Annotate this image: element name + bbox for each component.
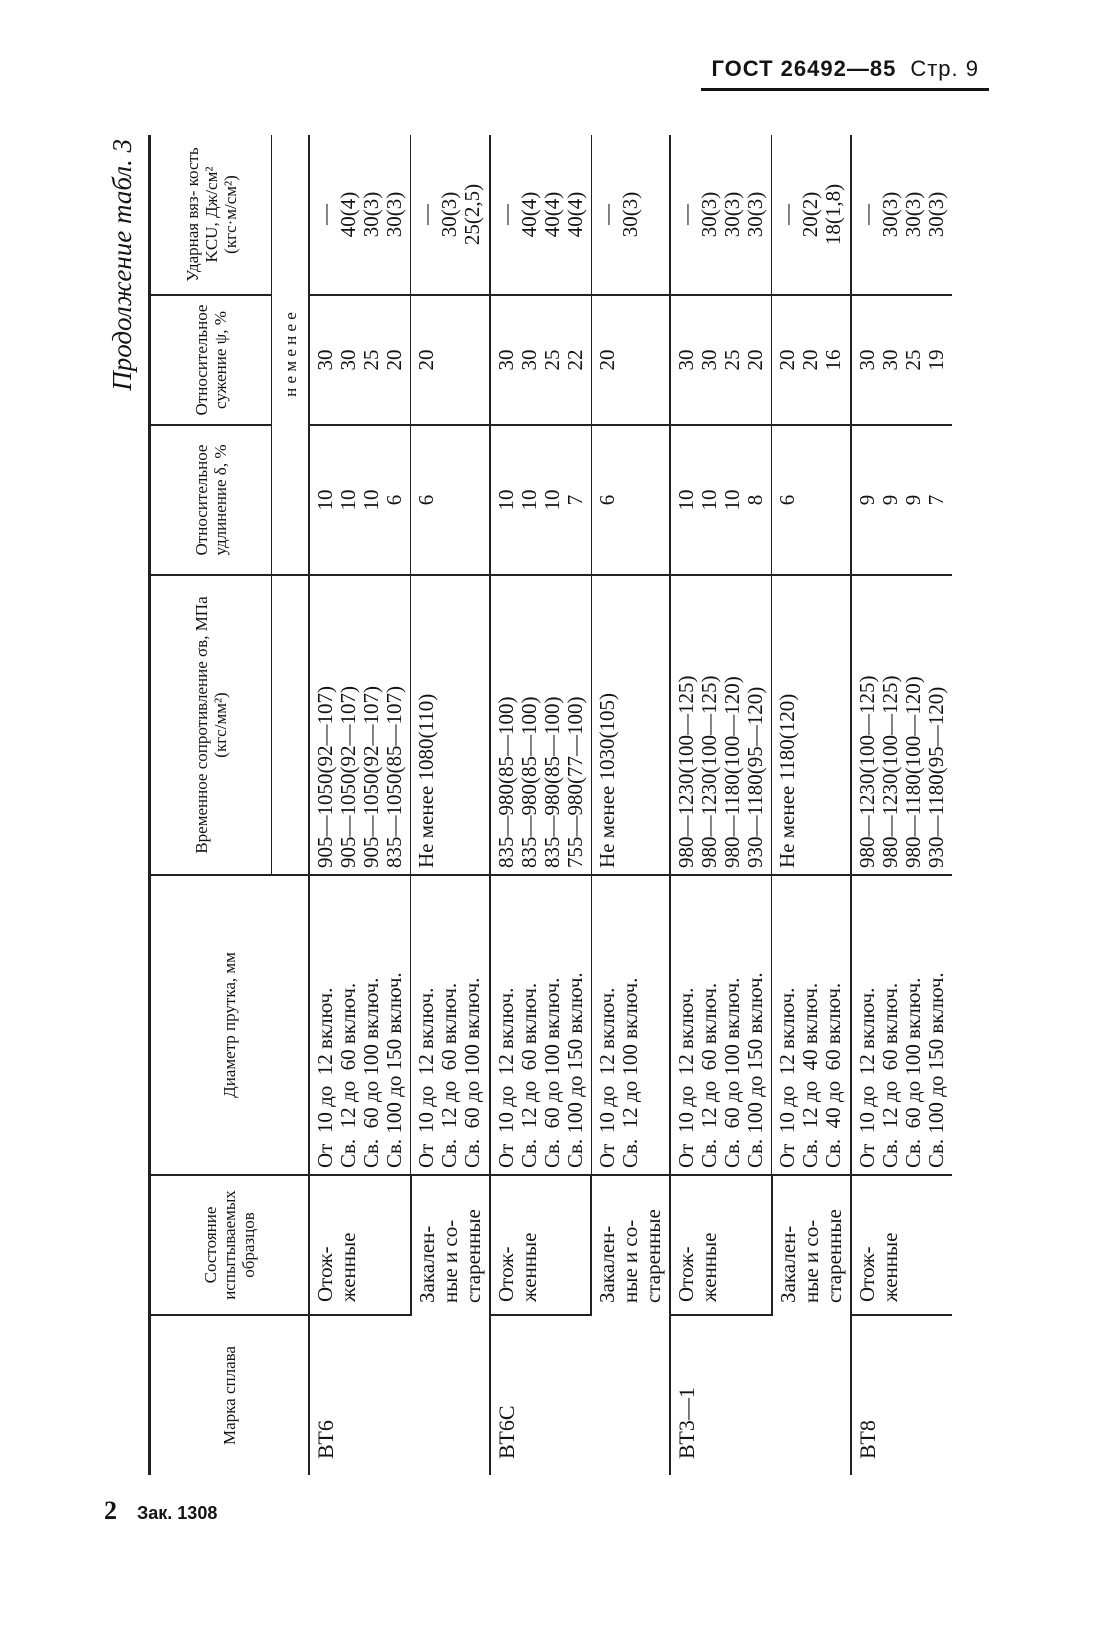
impact-value: — 30(3) 30(3) 30(3) xyxy=(670,135,772,295)
elongation-value: 9 9 9 7 xyxy=(851,425,952,575)
alloy-grade: ВТ3—1 xyxy=(670,1315,851,1475)
page-number: Стр. 9 xyxy=(910,56,979,81)
col-diameter-header: Диаметр прутка, мм xyxy=(150,875,310,1175)
reduction-value: 30 30 25 20 xyxy=(670,295,772,425)
col-reduction-header: Относительное сужение ψ, % xyxy=(150,295,272,425)
reduction-value: 30 30 25 20 xyxy=(309,295,411,425)
table-row xyxy=(309,135,411,1475)
table-row xyxy=(851,135,952,1475)
not-less-label: н е м е н е е xyxy=(272,135,310,575)
impact-value: — 40(4) 40(4) 40(4) xyxy=(490,135,592,295)
tensile-strength: Не менее 1030(105) xyxy=(591,575,670,875)
tensile-strength: 905—1050(92—107) 905—1050(92—107) 905—1050(92—107) 835—1050(85—107) xyxy=(309,575,411,875)
sample-state: Закален- ные и со- старенные xyxy=(591,1175,670,1315)
elongation-value: 6 xyxy=(772,425,851,575)
elongation-value: 6 xyxy=(591,425,670,575)
tensile-strength: Не менее 1180(120) xyxy=(772,575,851,875)
tensile-strength: 980—1230(100—125) 980—1230(100—125) 980—1180(100—120) 930—1180(95—120) xyxy=(670,575,772,875)
sample-state: Отож- женные xyxy=(851,1175,952,1315)
impact-value: — 30(3) 25(2,5) xyxy=(411,135,490,295)
table-row xyxy=(411,135,490,1475)
impact-value: — 30(3) 30(3) 30(3) xyxy=(851,135,952,295)
bar-diameter: От 10 до 12 включ. Св. 12 до 60 включ. Св. 60 до 100 включ. Св. 100 до 150 включ. xyxy=(851,875,952,1175)
sample-state: Отож- женные xyxy=(670,1175,772,1315)
properties-table xyxy=(148,135,952,1475)
bar-diameter: От 10 до 12 включ. Св. 12 до 60 включ. Св. 60 до 100 включ. Св. 100 до 150 включ. xyxy=(670,875,772,1175)
order-number: Зак. 1308 xyxy=(137,1503,218,1523)
table-row xyxy=(490,135,592,1475)
page-header xyxy=(701,52,989,91)
page-footer xyxy=(104,1496,217,1526)
reduction-value: 20 xyxy=(411,295,490,425)
alloy-grade: ВТ6С xyxy=(490,1315,671,1475)
alloy-grade: ВТ8 xyxy=(851,1315,952,1475)
gost-number: ГОСТ 26492—85 xyxy=(711,56,897,81)
reduction-value: 30 30 25 22 xyxy=(490,295,592,425)
elongation-value: 6 xyxy=(411,425,490,575)
tensile-strength: 835—980(85—100) 835—980(85—100) 835—980(85—100) 755—980(77—100) xyxy=(490,575,592,875)
table-row xyxy=(591,135,670,1475)
tensile-strength: Не менее 1080(110) xyxy=(411,575,490,875)
reduction-value: 20 xyxy=(591,295,670,425)
table-caption: Продолжение табл. 3 xyxy=(107,139,137,391)
elongation-value: 10 10 10 7 xyxy=(490,425,592,575)
impact-value: — 40(4) 30(3) 30(3) xyxy=(309,135,411,295)
bar-diameter: От 10 до 12 включ. Св. 12 до 60 включ. Св. 60 до 100 включ. Св. 100 до 150 включ. xyxy=(490,875,592,1175)
alloy-grade: ВТ6 xyxy=(309,1315,490,1475)
reduction-value: 20 20 16 xyxy=(772,295,851,425)
reduction-value: 30 30 25 19 xyxy=(851,295,952,425)
sample-state: Отож- женные xyxy=(490,1175,592,1315)
bar-diameter: От 10 до 12 включ. Св. 12 до 60 включ. Св. 60 до 100 включ. Св. 100 до 150 включ. xyxy=(309,875,411,1175)
sample-state: Закален- ные и со- старенные xyxy=(772,1175,851,1315)
elongation-value: 10 10 10 8 xyxy=(670,425,772,575)
table-row xyxy=(670,135,772,1475)
table-body xyxy=(309,135,952,1475)
sheet-number: 2 xyxy=(104,1496,117,1525)
bar-diameter: От 10 до 12 включ. Св. 12 до 60 включ. Св. 60 до 100 включ. xyxy=(411,875,490,1175)
header-row xyxy=(150,135,272,1475)
not-less-empty xyxy=(272,575,310,875)
col-grade-header: Марка сплава xyxy=(150,1315,310,1475)
impact-value: — 30(3) xyxy=(591,135,670,295)
bar-diameter: От 10 до 12 включ. Св. 12 до 100 включ. xyxy=(591,875,670,1175)
bar-diameter: От 10 до 12 включ. Св. 12 до 40 включ. Св. 40 до 60 включ. xyxy=(772,875,851,1175)
rotated-table-block xyxy=(100,135,970,1475)
tensile-strength: 980—1230(100—125) 980—1230(100—125) 980—1180(100—120) 930—1180(95—120) xyxy=(851,575,952,875)
impact-value: — 20(2) 18(1,8) xyxy=(772,135,851,295)
col-elongation-header: Относительное удлинение δ, % xyxy=(150,425,272,575)
col-state-header: Состояние испытываемых образцов xyxy=(150,1175,310,1315)
col-strength-header: Временное сопротивление σв, МПа (кгс/мм²) xyxy=(150,575,272,875)
col-impact-header: Ударная вяз- кость KCU, Дж/см² (кгс·м/см²) xyxy=(150,135,272,295)
sample-state: Отож- женные xyxy=(309,1175,411,1315)
elongation-value: 10 10 10 6 xyxy=(309,425,411,575)
table-row xyxy=(772,135,851,1475)
sample-state: Закален- ные и со- старенные xyxy=(411,1175,490,1315)
